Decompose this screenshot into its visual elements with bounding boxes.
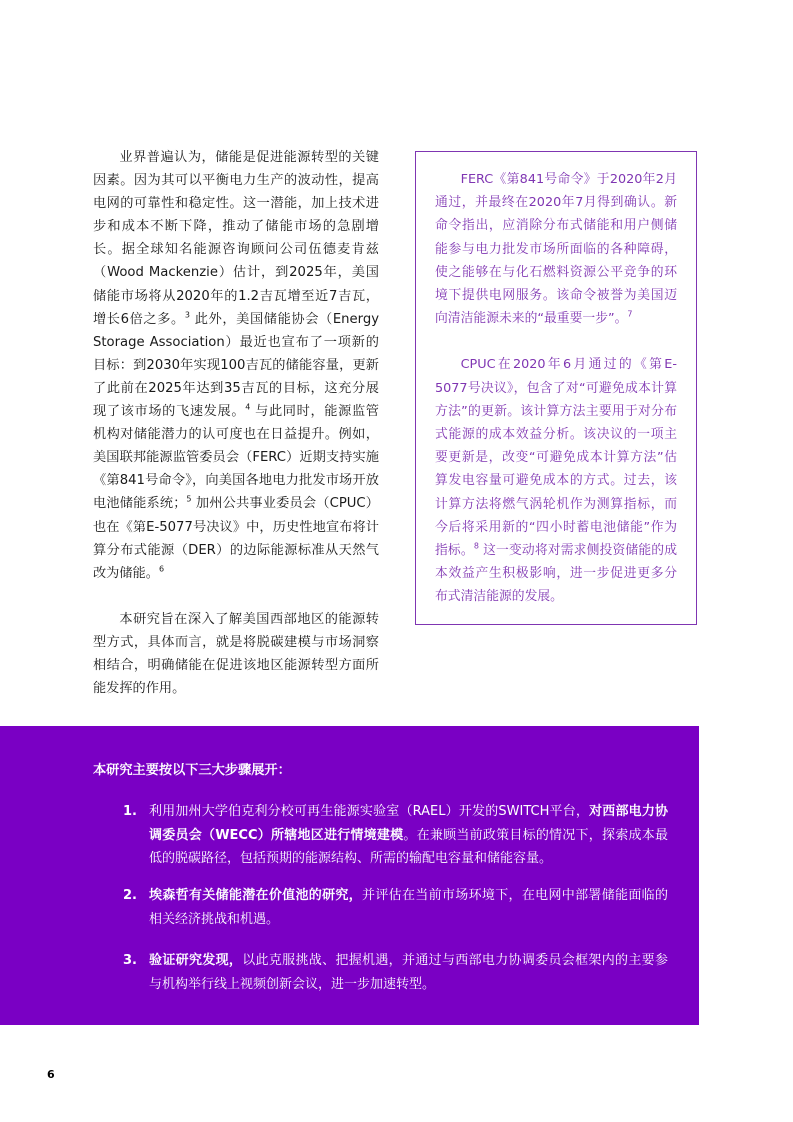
body-text: 加州公共事业委员会（CPUC）也在《第E-5077号决议》中，历史性地宣布将计算分布式能源（DER）的边际能源标准从天然气改为储能。 xyxy=(93,496,379,581)
step-number: 3. xyxy=(123,953,137,968)
step-text xyxy=(149,884,668,931)
body-paragraph: 本研究旨在深入了解美国西部地区的能源转型方式，具体而言，就是将脱碳建模与市场洞察相结合，明确储能在促进该地区能源转型方面所能发挥的作用。 xyxy=(93,611,379,697)
body-text: 此外，美国储能协会（Energy Storage Association）最近也宣布了一项新的目标：到2030年实现100吉瓦的储能容量，更新了此前在2025年达到35吉瓦的目标，这充分展现了该市场的飞速发展。 xyxy=(93,311,379,420)
footnote-ref[interactable]: 8 xyxy=(473,541,479,551)
sidebar-paragraph xyxy=(435,168,677,330)
page-number: 6 xyxy=(47,1068,55,1081)
sidebar-callout-box xyxy=(415,151,697,625)
step-text xyxy=(149,949,668,996)
sidebar-text: 这一变动将对需求侧投资储能的成本效益产生积极影响，进一步促进更多分布式清洁能源的发展。 xyxy=(435,543,677,605)
step-item xyxy=(123,884,668,931)
step-bold-text: 对西部电力协调委员会（WECC）所辖地区进行情境建模 xyxy=(149,804,668,843)
steps-heading: 本研究主要按以下三大步骤展开： xyxy=(93,763,291,778)
footnote-ref[interactable]: 4 xyxy=(245,402,251,412)
body-text-column xyxy=(93,146,379,700)
footnote-ref[interactable]: 7 xyxy=(627,309,633,319)
footnote-ref[interactable]: 5 xyxy=(186,495,192,505)
step-number: 1. xyxy=(123,804,137,819)
research-steps-band xyxy=(0,726,699,1025)
step-plain-text: 并评估在当前市场环境下，在电网中部署储能面临的相关经济挑战和机遇。 xyxy=(149,888,668,927)
step-item xyxy=(123,949,668,996)
step-item xyxy=(123,800,668,871)
step-plain-text: 。在兼顾当前政策目标的情况下，探索成本最低的脱碳路径，包括预期的能源结构、所需的输配电容量和储能容量。 xyxy=(149,827,668,866)
sidebar-text: CPUC在2020年6月通过的《第E-5077号决议》，包含了对“可避免成本计算方法”的更新。该计算方法主要用于对分布式能源的成本效益分析。该决议的一项主要更新是，改变“可避免成本计算方法”估算发电容量可避免成本的方式。过去，该计算方法将燃气涡轮机作为测算指标，而今后将采用新的“四小时蓄电池储能”作为指标。 xyxy=(435,357,677,559)
step-bold-text: 验证研究发现， xyxy=(149,953,243,968)
step-bold-text: 埃森哲有关储能潜在价值池的研究， xyxy=(149,888,363,903)
step-plain-text: 以此克服挑战、把握机遇，并通过与西部电力协调委员会框架内的主要参与机构举行线上视频创新会议，进一步加速转型。 xyxy=(149,953,668,992)
step-plain-text: 利用加州大学伯克利分校可再生能源实验室（RAEL）开发的SWITCH平台， xyxy=(149,804,590,819)
sidebar-text: FERC《第841号命令》于2020年2月通过，并最终在2020年7月得到确认。新命令指出，应消除分布式储能和用户侧储能参与电力批发市场所面临的各种障碍，使之能够在与化石燃料资源公平竞争的环境下提供电网服务。该命令被誉为美国迈向清洁能源未来的“最重要一步”。 xyxy=(435,172,677,327)
step-text xyxy=(149,800,668,871)
footnote-ref[interactable]: 6 xyxy=(158,564,165,574)
body-text: 与此同时，能源监管机构对储能潜力的认可度也在日益提升。例如，美国联邦能源监管委员会（FERC）近期支持实施《第841号命令》，向美国各地电力批发市场开放电池储能系统； xyxy=(93,404,379,512)
sidebar-paragraph xyxy=(435,353,677,608)
footnote-ref[interactable]: 3 xyxy=(184,310,190,320)
step-number: 2. xyxy=(123,888,137,903)
body-paragraph xyxy=(93,146,379,585)
body-text: 业界普遍认为，储能是促进能源转型的关键因素。因为其可以平衡电力生产的波动性，提高电网的可靠性和稳定性。这一潜能，加上技术进步和成本不断下降，推动了储能市场的急剧增长。据全球知名能源咨询顾问公司伍德麦肯兹（Wood Mackenzie）估计，到2025年，美国储能市场将从2020年的1.2吉瓦增至近7吉瓦，增长6倍之多。 xyxy=(93,150,379,327)
